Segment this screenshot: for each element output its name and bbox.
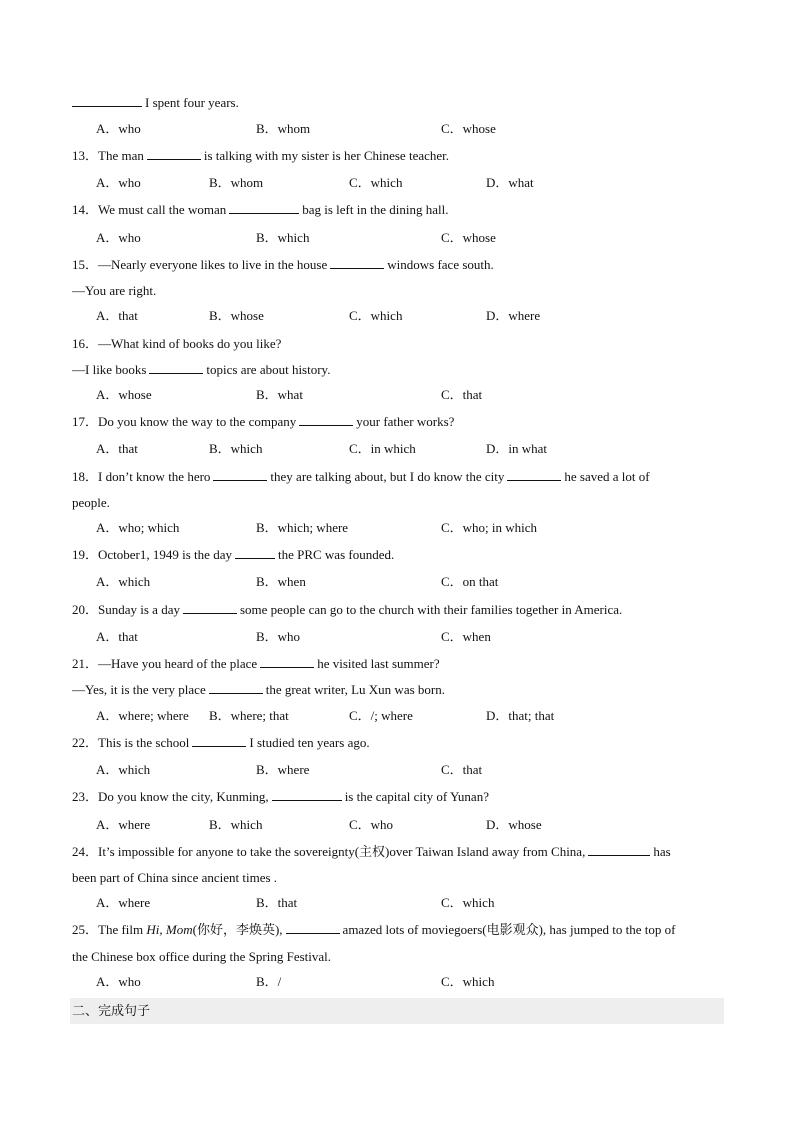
- question-number: 16．: [72, 336, 99, 351]
- option-a: A．which: [96, 762, 151, 777]
- answer-blank: [209, 682, 263, 694]
- option-a: A．who: [96, 175, 141, 190]
- answer-blank: [286, 922, 340, 934]
- option-c: C．/; where: [349, 708, 413, 723]
- option-c: C．when: [441, 629, 491, 644]
- sentence-text: windows face south.: [387, 257, 494, 272]
- dialogue-reply: —You are right.: [72, 283, 157, 298]
- answer-blank: [213, 469, 267, 481]
- option-b: B．which; where: [256, 520, 349, 535]
- dialogue-reply: [72, 682, 445, 698]
- question-number: 25．: [72, 922, 99, 937]
- answer-blank: [192, 735, 246, 747]
- answer-blank: [183, 602, 237, 614]
- answer-blank: [72, 95, 142, 107]
- option-c: C．on that: [441, 574, 499, 589]
- answer-blank: [235, 547, 275, 559]
- option-b: B．whom: [256, 121, 311, 136]
- question-18: [72, 469, 650, 485]
- option-c: C．in which: [349, 441, 416, 456]
- sentence-text: The man: [98, 148, 144, 163]
- answer-blank: [330, 257, 384, 269]
- sentence-text: Do you know the city, Kunming,: [98, 789, 269, 804]
- option-c: C．that: [441, 387, 483, 402]
- option-a: A．who; which: [96, 520, 180, 535]
- option-a: A．whose: [96, 387, 152, 402]
- sentence-text: he saved a lot of: [564, 469, 650, 484]
- question-number: 19．: [72, 547, 99, 562]
- question-number: 20．: [72, 602, 99, 617]
- answer-blank: [299, 414, 353, 426]
- option-c: C．that: [441, 762, 483, 777]
- sentence-text: This is the school: [98, 735, 190, 750]
- option-c: C．which: [349, 308, 403, 323]
- option-d: D．what: [486, 175, 534, 190]
- option-c: C．which: [349, 175, 403, 190]
- option-b: B．/: [256, 974, 282, 989]
- dialogue-reply: [72, 362, 330, 378]
- question-12-continuation: [72, 95, 239, 111]
- sentence-text: The film: [98, 922, 144, 937]
- option-a: A．that: [96, 308, 138, 323]
- option-d: D．where: [486, 308, 541, 323]
- option-c: C．which: [441, 974, 495, 989]
- option-c: C．which: [441, 895, 495, 910]
- sentence-text: Do you know the way to the company: [98, 414, 297, 429]
- option-b: B．which: [209, 817, 263, 832]
- option-c: C．who: [349, 817, 394, 832]
- question-20: [72, 602, 622, 618]
- question-25: [72, 922, 675, 938]
- sentence-text: bag is left in the dining hall.: [302, 202, 449, 217]
- question-14: [72, 202, 448, 218]
- question-13: [72, 148, 449, 164]
- sentence-text: the great writer, Lu Xun was born.: [265, 682, 445, 697]
- option-d: D．that; that: [486, 708, 555, 723]
- question-number: 13．: [72, 148, 99, 163]
- sentence-text: —What kind of books do you like?: [98, 336, 282, 351]
- question-number: 24．: [72, 844, 99, 859]
- option-b: B．who: [256, 629, 301, 644]
- option-a: A．where: [96, 817, 151, 832]
- option-b: B．where: [256, 762, 310, 777]
- sentence-text: It’s impossible for anyone to take the sovereignty(主权)over Taiwan Island away from China,: [98, 844, 586, 859]
- question-number: 23．: [72, 789, 99, 804]
- sentence-text: —Yes, it is the very place: [72, 682, 206, 697]
- option-a: A．who: [96, 974, 141, 989]
- sentence-text: I don’t know the hero: [98, 469, 211, 484]
- sentence-text: I studied ten years ago.: [249, 735, 370, 750]
- sentence-text: they are talking about, but I do know the city: [270, 469, 505, 484]
- option-a: A．where; where: [96, 708, 189, 723]
- option-c: C．whose: [441, 121, 496, 136]
- sentence-continuation: people.: [72, 495, 110, 510]
- sentence-text: amazed lots of moviegoers(电影观众), has jumped to the top of: [342, 922, 676, 937]
- answer-blank: [149, 362, 203, 374]
- question-number: 17．: [72, 414, 99, 429]
- sentence-continuation: been part of China since ancient times .: [72, 870, 278, 885]
- sentence-text: —I like books: [72, 362, 147, 377]
- sentence-text: October1, 1949 is the day: [98, 547, 232, 562]
- question-number: 18．: [72, 469, 99, 484]
- option-b: B．that: [256, 895, 298, 910]
- sentence-text: topics are about history.: [206, 362, 331, 377]
- question-number: 22．: [72, 735, 99, 750]
- question-22: [72, 735, 370, 751]
- question-16: [72, 336, 281, 352]
- sentence-text: —Nearly everyone likes to live in the house: [98, 257, 328, 272]
- answer-blank: [588, 844, 650, 856]
- option-c: C．whose: [441, 230, 496, 245]
- question-21: [72, 656, 440, 672]
- question-23: [72, 789, 489, 805]
- answer-blank: [229, 202, 299, 214]
- section-heading-text: 二、完成句子: [72, 1003, 151, 1018]
- option-b: B．which: [209, 441, 263, 456]
- option-b: B．where; that: [209, 708, 289, 723]
- section-heading: [70, 998, 724, 1024]
- sentence-text: I spent four years.: [145, 95, 239, 110]
- option-c: C．who; in which: [441, 520, 538, 535]
- option-b: B．when: [256, 574, 306, 589]
- option-b: B．what: [256, 387, 303, 402]
- sentence-text: (你好，李焕英),: [192, 922, 283, 937]
- question-number: 14．: [72, 202, 99, 217]
- option-a: A．who: [96, 230, 141, 245]
- option-a: A．which: [96, 574, 151, 589]
- answer-blank: [507, 469, 561, 481]
- option-b: B．whom: [209, 175, 264, 190]
- sentence-text: —Have you heard of the place: [98, 656, 258, 671]
- question-24: [72, 844, 671, 860]
- option-a: A．that: [96, 441, 138, 456]
- option-d: D．whose: [486, 817, 542, 832]
- question-number: 21．: [72, 656, 99, 671]
- sentence-text: is talking with my sister is her Chinese teacher.: [203, 148, 450, 163]
- question-15: [72, 257, 494, 273]
- sentence-text: Sunday is a day: [98, 602, 180, 617]
- option-b: B．whose: [209, 308, 264, 323]
- sentence-text: is the capital city of Yunan?: [344, 789, 489, 804]
- option-b: B．which: [256, 230, 310, 245]
- sentence-text: We must call the woman: [98, 202, 227, 217]
- option-a: A．who: [96, 121, 141, 136]
- option-d: D．in what: [486, 441, 548, 456]
- question-19: [72, 547, 394, 563]
- sentence-text: he visited last summer?: [317, 656, 440, 671]
- question-number: 15．: [72, 257, 99, 272]
- sentence-text: has: [653, 844, 671, 859]
- sentence-text: some people can go to the church with their families together in America.: [239, 602, 623, 617]
- answer-blank: [260, 656, 314, 668]
- option-a: A．that: [96, 629, 138, 644]
- sentence-text: the PRC was founded.: [277, 547, 395, 562]
- question-17: [72, 414, 454, 430]
- film-title: Hi, Mom: [146, 922, 193, 937]
- sentence-text: your father works?: [356, 414, 455, 429]
- answer-blank: [147, 148, 201, 160]
- answer-blank: [272, 789, 342, 801]
- sentence-continuation: the Chinese box office during the Spring Festival.: [72, 949, 331, 964]
- option-a: A．where: [96, 895, 151, 910]
